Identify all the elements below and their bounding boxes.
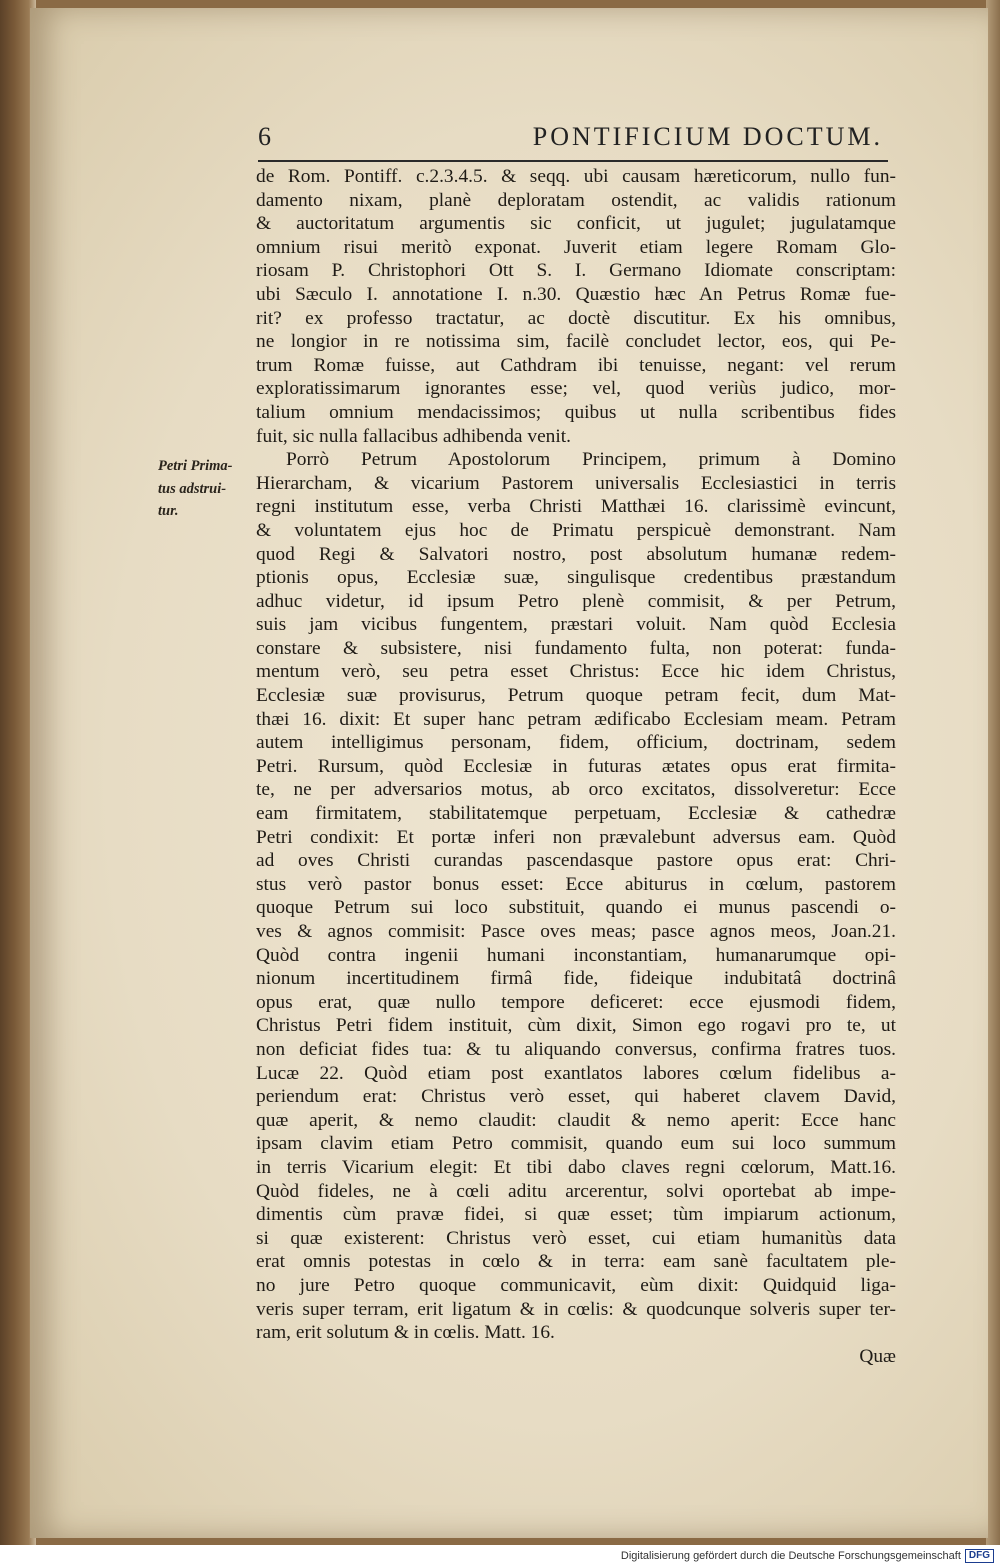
text-line: erat omnis potestas in cœlo & in terra: eam sanè facultatem ple- [256, 1251, 896, 1273]
text-line: non deficiat fides tua: & tu aliquando conversus, confirma fratres tuos. [256, 1038, 896, 1060]
marginal-note-line: Petri Prima- [158, 458, 233, 474]
text-line: thæi 16. dixit: Et super hanc petram ædificabo Ecclesiam meam. Petram [256, 708, 896, 730]
marginal-note-line: tur. [158, 503, 179, 519]
marginal-note [158, 455, 250, 523]
text-line: riosam P. Christophori Ott S. I. Germano Idiomate conscriptam: [256, 260, 896, 282]
text-line: constare & subsistere, nisi fundamento fulta, non poterat: funda- [256, 637, 896, 659]
page-edge [986, 0, 1000, 1545]
text-line: stus verò pastor bonus esset: Ecce abiturus in cœlum, pastorem [256, 873, 896, 895]
text-line: de Rom. Pontiff. c.2.3.4.5. & seqq. ubi causam hæreticorum, nullo fun- [256, 166, 896, 187]
marginal-note-line: tus adstrui- [158, 480, 227, 497]
header-rule [258, 160, 888, 162]
text-line: ad oves Christi curandas pascendasque pastore opus erat: Chri- [256, 850, 896, 872]
text-line: quæ aperit, & nemo claudit: claudit & nemo aperit: Ecce hanc [256, 1109, 896, 1131]
text-line: damento nixam, planè deploratam ostendit, ac validis rationum [256, 189, 896, 211]
text-line: Quòd fideles, ne à cœli aditu arcerentur, solvi oportebat ab impe- [256, 1180, 896, 1202]
text-line: opus erat, quæ nullo tempore deficeret: ecce ejusmodi fidem, [256, 991, 896, 1013]
text-line: suis jam vicibus fungentem, præstari voluit. Nam quòd Ecclesia [256, 614, 896, 636]
text-line: mentum verò, seu petra esset Christus: Ecce hic idem Christus, [256, 661, 896, 683]
text-line: no jure Petro quoque communicavit, eùm dixit: Quidquid liga- [256, 1274, 896, 1296]
text-line: ubi Sæculo I. annotatione I. n.30. Quæstio hæc An Petrus Romæ fue- [256, 283, 896, 305]
text-line: talium omnium mendacissimos; quibus ut nulla scribentibus fides [256, 401, 896, 423]
text-line: in terris Vicarium elegit: Et tibi dabo claves regni cœlorum, Matt.16. [256, 1156, 896, 1178]
text-line: omnium risui meritò exponat. Juverit etiam legere Romam Glo- [256, 236, 896, 258]
text-line: fuit, sic nulla fallacibus adhibenda venit. [256, 425, 572, 447]
text-line: quod Regi & Salvatori nostro, post absolutum humanæ redem- [256, 543, 896, 565]
text-line: Ecclesiæ suæ provisurus, Petrum quoque petram fecit, dum Mat- [256, 685, 896, 707]
text-line: regni institutum esse, verba Christi Matthæi 16. clarissimè evincunt, [256, 496, 896, 518]
text-line: autem intelligimus personam, fidem, officium, doctrinam, sedem [256, 732, 896, 754]
text-line: Quæ [859, 1345, 896, 1367]
text-line: Quòd contra ingenii humani inconstantiam, humanarumque opi- [256, 944, 896, 966]
running-title: PONTIFICIUM DOCTUM. [532, 122, 883, 151]
text-line: te, ne per adversarios motus, ab orco excitatos, dissolveretur: Ecce [256, 779, 896, 801]
text-line: exploratissimarum ignorantes esse; vel, quod veriùs judico, mor- [256, 378, 896, 400]
text-line: eam firmitatem, stabilitatemque perpetuam, Ecclesiæ & cathedræ [256, 803, 896, 825]
text-line: ne longior in re notissima sim, facilè concludet lector, eos, qui Pe- [256, 331, 896, 353]
text-line: dimentis cùm pravæ fidei, si quæ esset; tùm impiarum actionum, [256, 1204, 896, 1226]
text-line: ves & agnos commisit: Pasce oves meas; pasce agnos meos, Joan.21. [256, 921, 896, 942]
text-line: rit? ex professo tractatur, ac doctè discutitur. Ex his omnibus, [256, 307, 896, 329]
text-line: quoque Petrum sui loco substituit, quando ei munus pascendi o- [256, 897, 896, 919]
text-line: periendum erat: Christus verò esset, qui haberet clavem David, [256, 1086, 896, 1108]
text-line: & auctoritatum argumentis sic conficit, ut jugulet; jugulatamque [256, 213, 896, 235]
text-line: si quæ existerent: Christus verò esset, cui etiam humanitùs data [256, 1227, 896, 1249]
body-text [256, 165, 896, 1368]
text-line: veris super terram, erit ligatum & in cœlis: & quodcunque solveris super ter- [256, 1298, 896, 1320]
text-line: Hierarcham, & vicarium Pastorem universalis Ecclesiastici in terris [256, 472, 896, 494]
text-line: Lucæ 22. Quòd etiam post exantlatos labores cœlum fidelibus a- [256, 1062, 896, 1084]
footer-credit: Digitalisierung gefördert durch die Deutsche Forschungsgemeinschaft [620, 1550, 961, 1562]
text-line: Christus Petri fidem instituit, cùm dixit, Simon ego rogavi pro te, ut [256, 1015, 896, 1037]
text-line: Porrò Petrum Apostolorum Principem, primum à Domino [286, 449, 896, 471]
page-number: 6 [258, 122, 271, 151]
text-line: Petri condixit: Et portæ inferi non prævalebunt adversus eam. Quòd [256, 826, 896, 848]
text-line: Petri. Rursum, quòd Ecclesiæ in futuras ætates opus erat firmita- [256, 755, 896, 777]
text-line: trum Romæ fuisse, aut Cathdram ibi tenuisse, negant: vel rerum [256, 354, 896, 376]
text-line: ptionis opus, Ecclesiæ suæ, singulisque credentibus præstandum [256, 567, 896, 589]
text-line: adhuc videtur, id ipsum Petro plenè commisit, & per Petrum, [256, 590, 896, 612]
text-line: & voluntatem ejus hoc de Primatu perspicuè demonstrant. Nam [256, 519, 896, 541]
dfg-logo: DFG [965, 1549, 994, 1563]
text-line: ipsam clavim etiam Petro commisit, quando eum sui loco summum [256, 1133, 896, 1155]
text-line: ram, erit solutum & in cœlis. Matt. 16. [256, 1322, 555, 1344]
footer-credit-bar [0, 1545, 1000, 1567]
running-head [258, 122, 883, 162]
text-line: nionum incertitudinem firmâ fide, fideique indubitatâ doctrinâ [256, 968, 896, 990]
